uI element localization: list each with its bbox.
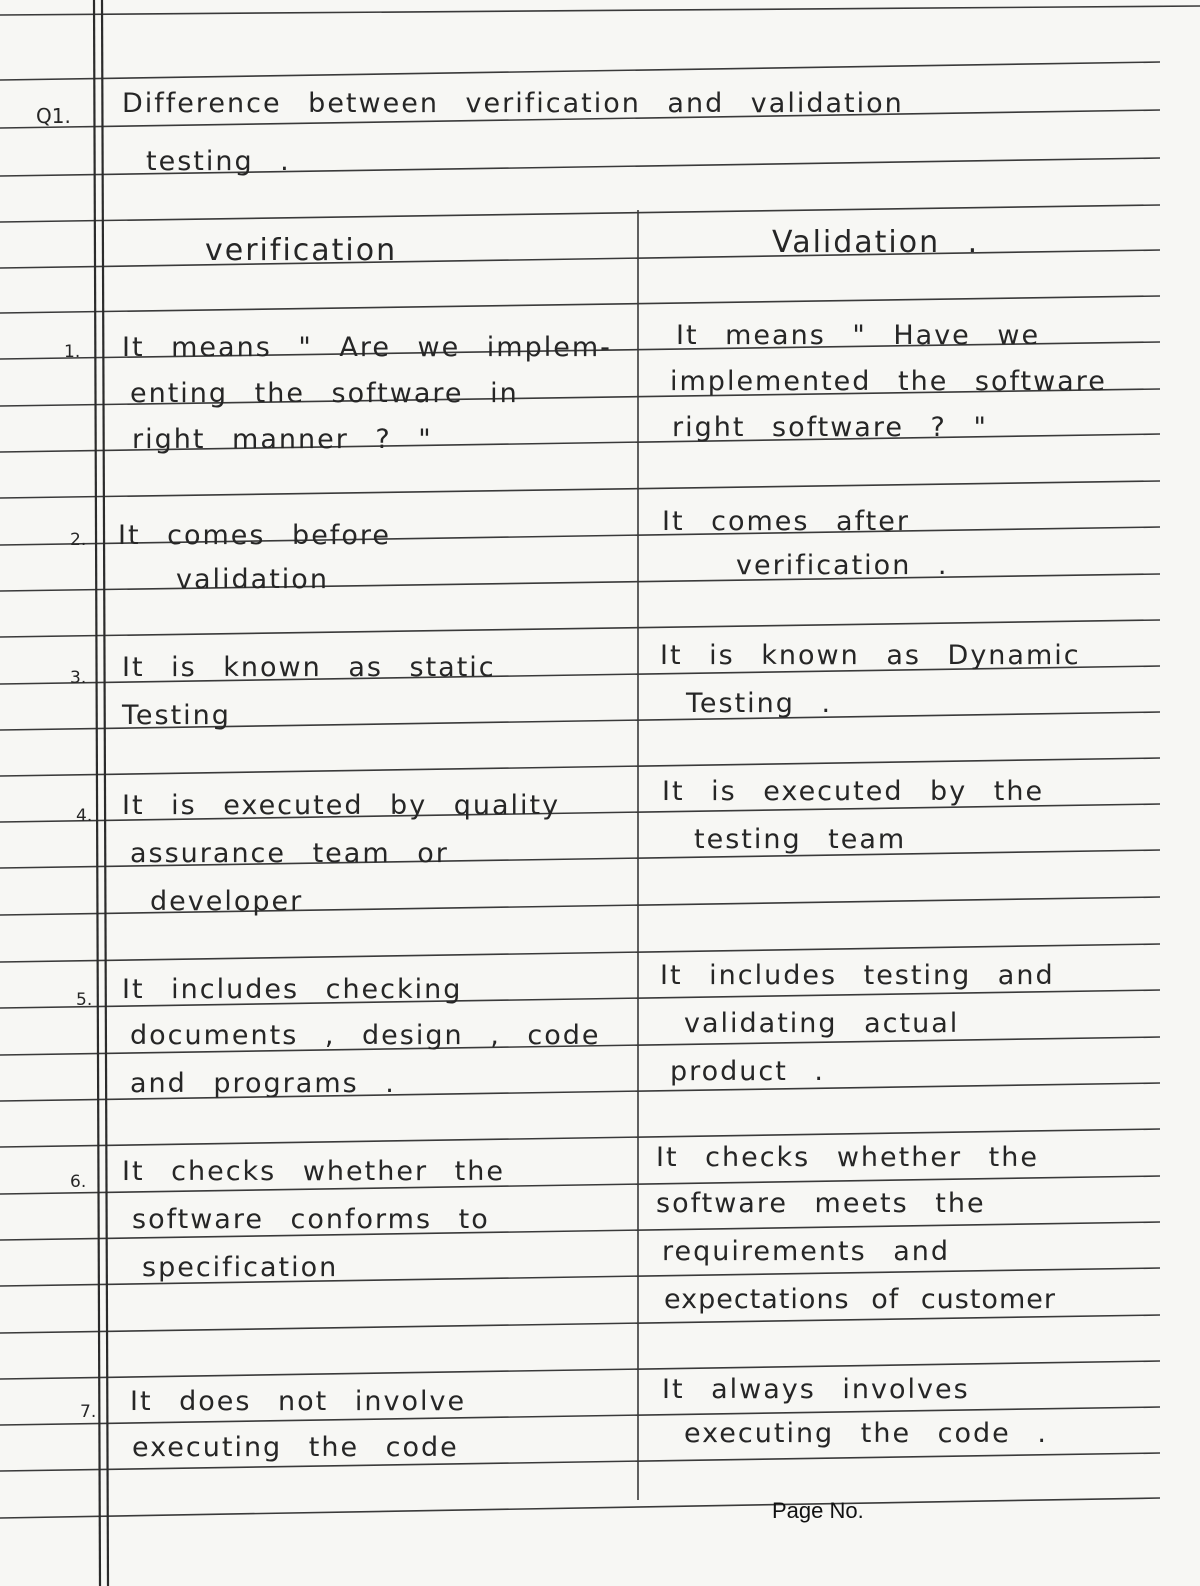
validation-text: implemented the software (670, 366, 1107, 397)
verification-text: It comes before (118, 520, 391, 551)
verification-text: It checks whether the (122, 1156, 505, 1187)
question-title-line-1: Difference between verification and validation (122, 88, 904, 119)
validation-text: It comes after (662, 506, 910, 537)
validation-text: right software ? " (672, 412, 988, 443)
verification-text: developer (150, 886, 304, 917)
verification-text: specification (142, 1252, 339, 1283)
question-number: Q1. (36, 104, 71, 128)
header-validation: Validation . (772, 225, 980, 260)
verification-text: executing the code (132, 1432, 459, 1463)
question-title-line-2: testing . (146, 146, 291, 177)
validation-text: It checks whether the (656, 1142, 1039, 1173)
validation-text: It means " Have we (676, 320, 1041, 351)
verification-text: It does not involve (130, 1386, 467, 1417)
header-verification: verification (205, 233, 398, 268)
validation-text: It includes testing and (660, 960, 1055, 991)
validation-text: It always involves (662, 1374, 970, 1405)
verification-text: It is executed by quality (122, 790, 561, 821)
row-number: 4. (76, 806, 93, 826)
validation-text: testing team (694, 824, 907, 855)
row-number: 2. (70, 530, 87, 550)
validation-text: product . (670, 1056, 826, 1087)
verification-text: right manner ? " (132, 424, 433, 455)
row-number: 7. (80, 1402, 97, 1422)
validation-text: It is executed by the (662, 776, 1045, 807)
verification-text: and programs . (130, 1068, 396, 1099)
verification-text: documents , design , code (130, 1020, 601, 1051)
page-number-label: Page No. (772, 1498, 864, 1523)
validation-text: executing the code . (684, 1418, 1048, 1449)
verification-text: software conforms to (132, 1204, 490, 1235)
validation-text: expectations of customer (664, 1284, 1056, 1315)
validation-text: validating actual (684, 1008, 960, 1039)
verification-text: It is known as static (122, 652, 496, 683)
verification-text: validation (176, 564, 329, 595)
row-number: 3. (70, 668, 87, 688)
verification-text: assurance team or (130, 838, 449, 869)
verification-text: Testing (122, 700, 231, 731)
validation-text: It is known as Dynamic (660, 640, 1081, 671)
row-number: 5. (76, 990, 93, 1010)
validation-text: requirements and (662, 1236, 951, 1267)
row-number: 1. (64, 342, 81, 362)
validation-text: verification . (736, 550, 949, 581)
verification-text: It means " Are we implem- (122, 332, 612, 363)
validation-text: software meets the (656, 1188, 986, 1219)
verification-text: It includes checking (122, 974, 463, 1005)
verification-text: enting the software in (130, 378, 519, 409)
validation-text: Testing . (686, 688, 833, 719)
row-number: 6. (70, 1172, 87, 1192)
